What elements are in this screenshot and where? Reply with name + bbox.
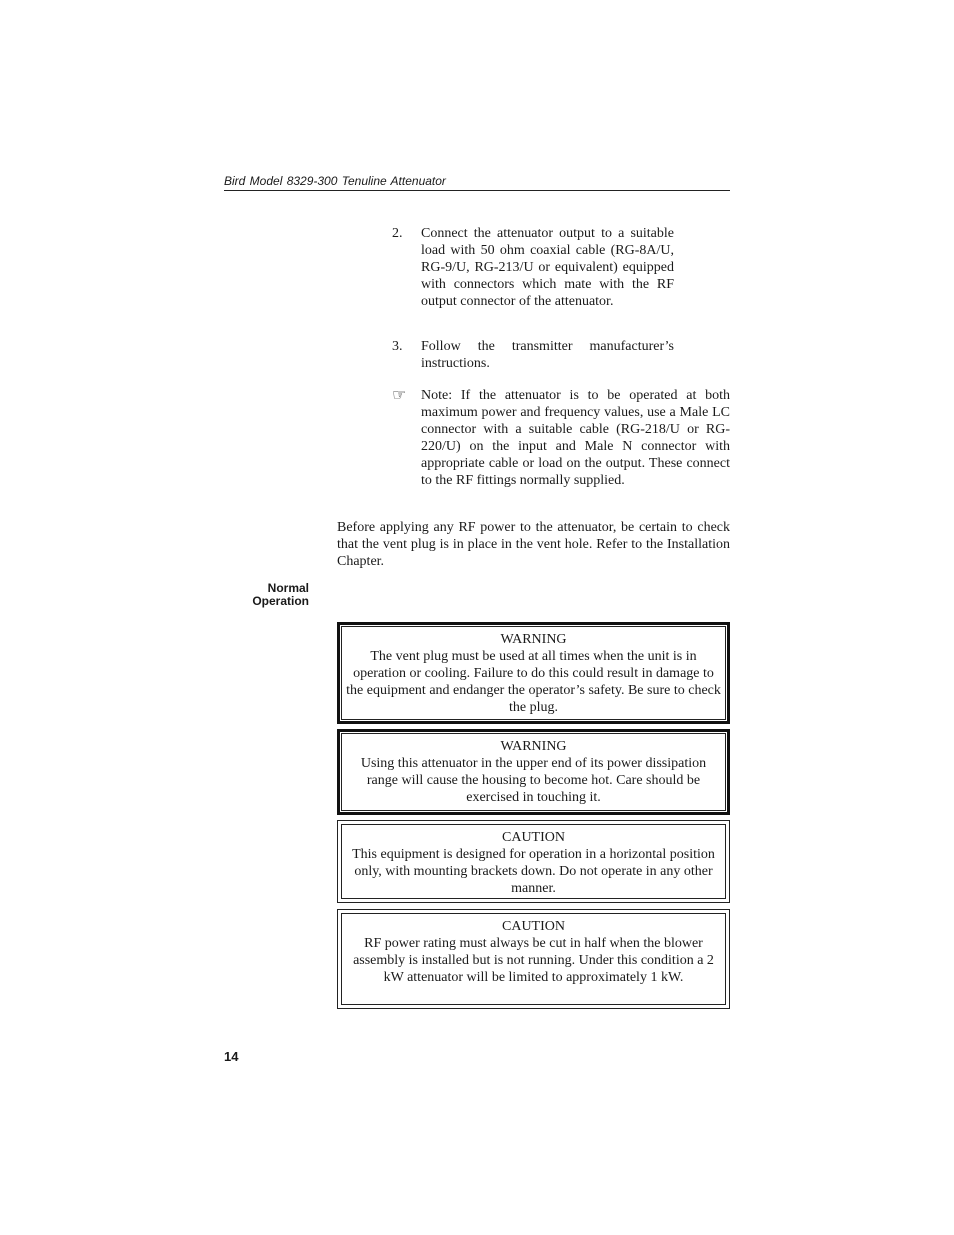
warning-box-housing-hot [337, 729, 730, 815]
caution-box-blower [337, 909, 730, 1009]
step-3 [392, 338, 674, 372]
notice-title: WARNING [500, 739, 567, 754]
section-heading-line: Operation [252, 594, 309, 608]
section-heading-normal-operation [210, 582, 309, 608]
notice-title: CAUTION [502, 830, 565, 845]
step-2 [392, 225, 674, 310]
notice-text: The vent plug must be used at all times when the unit is in operation or cooling. Failure to do this could result in damage to the equipment and endanger the operator’s safety. Be sure to check the plug. [346, 649, 721, 715]
step-number: 3. [392, 339, 403, 354]
notice-title: WARNING [500, 632, 567, 647]
pointing-hand-icon: ☞ [392, 385, 407, 404]
caution-box-horizontal [337, 820, 730, 903]
step-text: Connect the attenuator output to a suitable load with 50 ohm coaxial cable (RG-8A/U, RG-9/U, RG-213/U or equivalent) equipped with connectors which mate with the RF output connector of the attenuator. [421, 226, 674, 309]
warning-box-vent-plug [337, 622, 730, 724]
step-text: Follow the transmitter manufacturer’s instructions. [421, 339, 674, 371]
note [392, 387, 730, 489]
step-number: 2. [392, 226, 403, 241]
notice-title: CAUTION [502, 919, 565, 934]
running-header: Bird Model 8329-300 Tenuline Attenuator [224, 174, 730, 191]
vent-plug-paragraph: Before applying any RF power to the attenuator, be certain to check that the vent plug is in place in the vent hole. Refer to the Installation Chapter. [337, 520, 730, 569]
notice-text: This equipment is designed for operation in a horizontal position only, with mounting brackets down. Do not operate in any other manner. [352, 847, 715, 896]
notice-text: RF power rating must always be cut in half when the blower assembly is installed but is not running. Under this condition a 2 kW attenuator will be limited to approximately 1 kW. [353, 936, 714, 985]
section-heading-line: Normal [267, 581, 309, 595]
page-number: 14 [224, 1049, 239, 1064]
note-text: Note: If the attenuator is to be operated at both maximum power and frequency values, use a Male LC connector with a suitable cable (RG-218/U or RG-220/U) on the input and Male N connector with appropriate cable or load on the output. These connect to the RF fittings normally supplied. [421, 388, 730, 488]
notice-text: Using this attenuator in the upper end of its power dissipation range will cause the housing to become hot. Care should be exercised in touching it. [360, 756, 707, 805]
